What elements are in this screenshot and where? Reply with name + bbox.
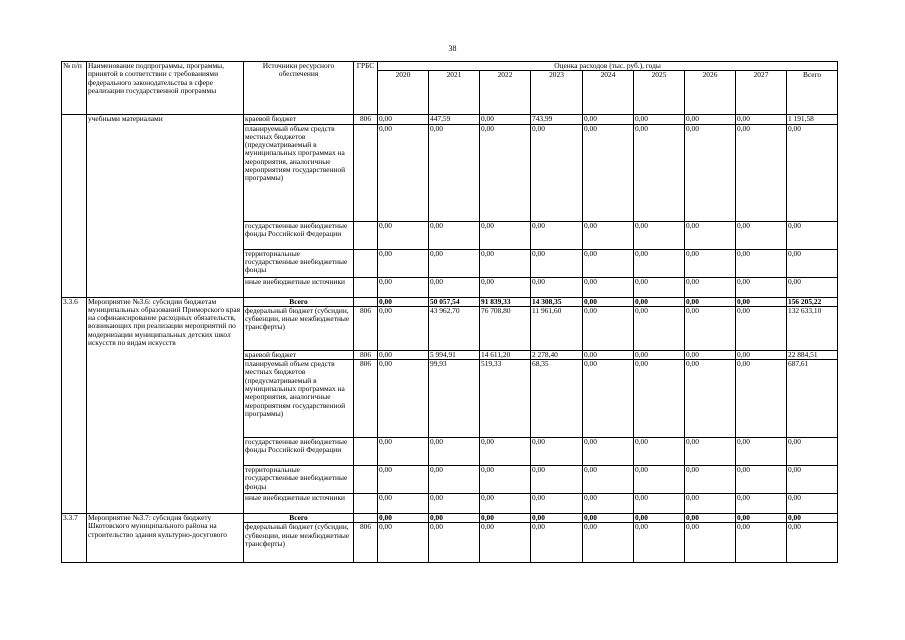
year-value: 0,00 (378, 360, 429, 438)
year-value: 0,00 (378, 306, 429, 350)
year-value: 0,00 (736, 306, 787, 350)
total-value: 687,61 (787, 360, 838, 438)
year-value: 0,00 (583, 350, 634, 359)
year-value: 0,00 (583, 523, 634, 563)
year-value: 0,00 (685, 115, 736, 124)
funding-source: государственные внебюджетные фонды Российской Федерации (244, 221, 354, 249)
year-value: 0,00 (736, 297, 787, 306)
year-value: 0,00 (736, 350, 787, 359)
year-value: 0,00 (429, 494, 480, 514)
year-value: 743,99 (531, 115, 583, 124)
year-value: 0,00 (736, 360, 787, 438)
year-value: 0,00 (583, 277, 634, 297)
year-value: 0,00 (583, 124, 634, 221)
funding-source: федеральный бюджет (субсидии, субвенции, иные межбюджетные трансферты) (244, 306, 354, 350)
program-name: учебными материалами (87, 115, 244, 297)
year-value: 0,00 (634, 115, 685, 124)
grbs-code: 806 (354, 523, 378, 563)
year-value: 0,00 (480, 249, 531, 277)
year-value: 0,00 (531, 249, 583, 277)
year-value: 68,35 (531, 360, 583, 438)
total-value: 132 633,10 (787, 306, 838, 350)
table-body (62, 115, 838, 563)
grbs-code (354, 124, 378, 221)
total-value: 22 884,51 (787, 350, 838, 359)
year-value: 0,00 (429, 438, 480, 466)
year-value: 14 611,20 (480, 350, 531, 359)
year-value: 0,00 (378, 124, 429, 221)
header-year: 2025 (634, 71, 685, 115)
year-value: 0,00 (685, 514, 736, 523)
year-value: 0,00 (634, 297, 685, 306)
header-total: Всего (787, 71, 838, 115)
year-value: 0,00 (583, 514, 634, 523)
year-value: 0,00 (429, 514, 480, 523)
year-value: 0,00 (378, 221, 429, 249)
year-value: 0,00 (634, 494, 685, 514)
year-value: 0,00 (480, 277, 531, 297)
year-value: 0,00 (480, 438, 531, 466)
grbs-code (354, 494, 378, 514)
year-value: 0,00 (480, 514, 531, 523)
total-value: 0,00 (787, 514, 838, 523)
year-value: 0,00 (685, 306, 736, 350)
funding-source: государственные внебюджетные фонды Российской Федерации (244, 438, 354, 466)
year-value: 0,00 (583, 306, 634, 350)
grbs-code (354, 249, 378, 277)
header-year: 2021 (429, 71, 480, 115)
year-value: 91 839,33 (480, 297, 531, 306)
year-value: 0,00 (685, 221, 736, 249)
funding-source: территориальные государственные внебюджетные фонды (244, 466, 354, 494)
year-value: 0,00 (736, 221, 787, 249)
header-row-top (62, 62, 838, 71)
header-year: 2024 (583, 71, 634, 115)
program-name: Мероприятие №3.6: субсидии бюджетам муниципальных образований Приморского края на софинансирование расходных обязательств, возникающих при реализации мероприятий по модернизации муниципальных детских школ искусств по видам искусств (87, 297, 244, 514)
year-value: 0,00 (736, 277, 787, 297)
total-value: 0,00 (787, 438, 838, 466)
year-value: 0,00 (480, 494, 531, 514)
grbs-code: 806 (354, 350, 378, 359)
year-value: 0,00 (378, 277, 429, 297)
funding-source: Всего (244, 514, 354, 523)
header-grbs: ГРБС (354, 62, 378, 115)
header-year: 2026 (685, 71, 736, 115)
total-value: 0,00 (787, 523, 838, 563)
year-value: 50 057,54 (429, 297, 480, 306)
year-value: 0,00 (429, 221, 480, 249)
year-value: 0,00 (685, 124, 736, 221)
total-value: 0,00 (787, 221, 838, 249)
year-value: 0,00 (378, 249, 429, 277)
year-value: 0,00 (634, 350, 685, 359)
year-value: 0,00 (531, 466, 583, 494)
grbs-code (354, 466, 378, 494)
year-value: 0,00 (634, 514, 685, 523)
funding-source: территориальные государственные внебюджетные фонды (244, 249, 354, 277)
total-value: 0,00 (787, 124, 838, 221)
year-value: 0,00 (583, 249, 634, 277)
year-value: 0,00 (685, 249, 736, 277)
year-value: 5 994,91 (429, 350, 480, 359)
year-value: 0,00 (480, 115, 531, 124)
table-row (62, 297, 838, 306)
year-value: 99,93 (429, 360, 480, 438)
year-value: 0,00 (583, 115, 634, 124)
year-value: 519,33 (480, 360, 531, 438)
row-number: 3.3.7 (62, 514, 87, 563)
funding-source: иные внебюджетные источники (244, 277, 354, 297)
grbs-code (354, 514, 378, 523)
year-value: 0,00 (480, 466, 531, 494)
total-value: 0,00 (787, 249, 838, 277)
year-value: 0,00 (634, 277, 685, 297)
year-value: 0,00 (736, 523, 787, 563)
year-value: 0,00 (736, 438, 787, 466)
year-value: 0,00 (685, 438, 736, 466)
year-value: 0,00 (531, 124, 583, 221)
year-value: 0,00 (736, 115, 787, 124)
year-value: 0,00 (378, 514, 429, 523)
row-number (62, 115, 87, 297)
year-value: 0,00 (634, 249, 685, 277)
funding-source: краевой бюджет (244, 350, 354, 359)
year-value: 76 708,80 (480, 306, 531, 350)
year-value: 0,00 (378, 438, 429, 466)
year-value: 0,00 (480, 124, 531, 221)
header-num: № п/п (62, 62, 87, 115)
budget-table (61, 61, 838, 563)
year-value: 0,00 (736, 124, 787, 221)
year-value: 0,00 (429, 277, 480, 297)
year-value: 0,00 (480, 221, 531, 249)
header-name: Наименование подпрограммы, программы, принятой в соответствии с требованиями федерального законодательства в сфере реализации государственной программы (87, 62, 244, 115)
year-value: 0,00 (736, 514, 787, 523)
year-value: 0,00 (685, 297, 736, 306)
year-value: 11 961,60 (531, 306, 583, 350)
funding-source: планируемый объем средств местных бюджетов (предусматриваемый в муниципальных программах на мероприятия, аналогичные мероприятиям государственной программы) (244, 124, 354, 221)
year-value: 14 308,35 (531, 297, 583, 306)
year-value: 0,00 (378, 494, 429, 514)
grbs-code (354, 297, 378, 306)
row-number: 3.3.6 (62, 297, 87, 514)
header-year: 2027 (736, 71, 787, 115)
grbs-code: 806 (354, 360, 378, 438)
grbs-code (354, 277, 378, 297)
grbs-code: 806 (354, 115, 378, 124)
funding-source: краевой бюджет (244, 115, 354, 124)
year-value: 0,00 (736, 494, 787, 514)
total-value: 156 205,22 (787, 297, 838, 306)
year-value: 0,00 (378, 350, 429, 359)
header-source: Источники ресурсного обеспечения (244, 62, 354, 115)
year-value: 0,00 (531, 438, 583, 466)
year-value: 0,00 (685, 277, 736, 297)
year-value: 0,00 (634, 124, 685, 221)
year-value: 0,00 (378, 466, 429, 494)
year-value: 0,00 (583, 360, 634, 438)
table-row (62, 514, 838, 523)
funding-source: иные внебюджетные источники (244, 494, 354, 514)
year-value: 0,00 (480, 523, 531, 563)
year-value: 0,00 (531, 277, 583, 297)
year-value: 0,00 (736, 466, 787, 494)
year-value: 0,00 (429, 523, 480, 563)
year-value: 43 962,70 (429, 306, 480, 350)
table-row (62, 115, 838, 124)
year-value: 0,00 (634, 438, 685, 466)
funding-source: планируемый объем средств местных бюджетов (предусматриваемый в муниципальных программах на мероприятия, аналогичные мероприятиям государственной программы) (244, 360, 354, 438)
year-value: 0,00 (531, 221, 583, 249)
grbs-code: 806 (354, 306, 378, 350)
year-value: 447,59 (429, 115, 480, 124)
year-value: 0,00 (685, 466, 736, 494)
year-value: 0,00 (583, 494, 634, 514)
year-value: 0,00 (634, 221, 685, 249)
total-value: 0,00 (787, 494, 838, 514)
year-value: 0,00 (429, 249, 480, 277)
year-value: 0,00 (583, 466, 634, 494)
year-value: 0,00 (378, 297, 429, 306)
page-number: 38 (448, 44, 457, 53)
year-value: 0,00 (736, 249, 787, 277)
year-value: 0,00 (429, 124, 480, 221)
year-value: 0,00 (685, 523, 736, 563)
year-value: 2 278,40 (531, 350, 583, 359)
header-year: 2022 (480, 71, 531, 115)
grbs-code (354, 221, 378, 249)
total-value: 1 191,58 (787, 115, 838, 124)
program-name: Мероприятие №3.7: субсидия бюджету Шкотовского муниципального района на строительство здания культурно-досугового (87, 514, 244, 563)
header-year: 2020 (378, 71, 429, 115)
year-value: 0,00 (531, 523, 583, 563)
year-value: 0,00 (378, 523, 429, 563)
funding-source: федеральный бюджет (субсидии, субвенции, иные межбюджетные трансферты) (244, 523, 354, 563)
year-value: 0,00 (583, 438, 634, 466)
year-value: 0,00 (634, 306, 685, 350)
header-year: 2023 (531, 71, 583, 115)
year-value: 0,00 (531, 494, 583, 514)
funding-source: Всего (244, 297, 354, 306)
year-value: 0,00 (583, 221, 634, 249)
grbs-code (354, 438, 378, 466)
total-value: 0,00 (787, 277, 838, 297)
year-value: 0,00 (429, 466, 480, 494)
year-value: 0,00 (583, 297, 634, 306)
total-value: 0,00 (787, 466, 838, 494)
year-value: 0,00 (685, 360, 736, 438)
year-value: 0,00 (685, 350, 736, 359)
year-value: 0,00 (685, 494, 736, 514)
year-value: 0,00 (531, 514, 583, 523)
year-value: 0,00 (634, 523, 685, 563)
year-value: 0,00 (634, 360, 685, 438)
year-value: 0,00 (634, 466, 685, 494)
year-value: 0,00 (378, 115, 429, 124)
header-estimate: Оценка расходов (тыс. руб.), годы (378, 62, 838, 71)
